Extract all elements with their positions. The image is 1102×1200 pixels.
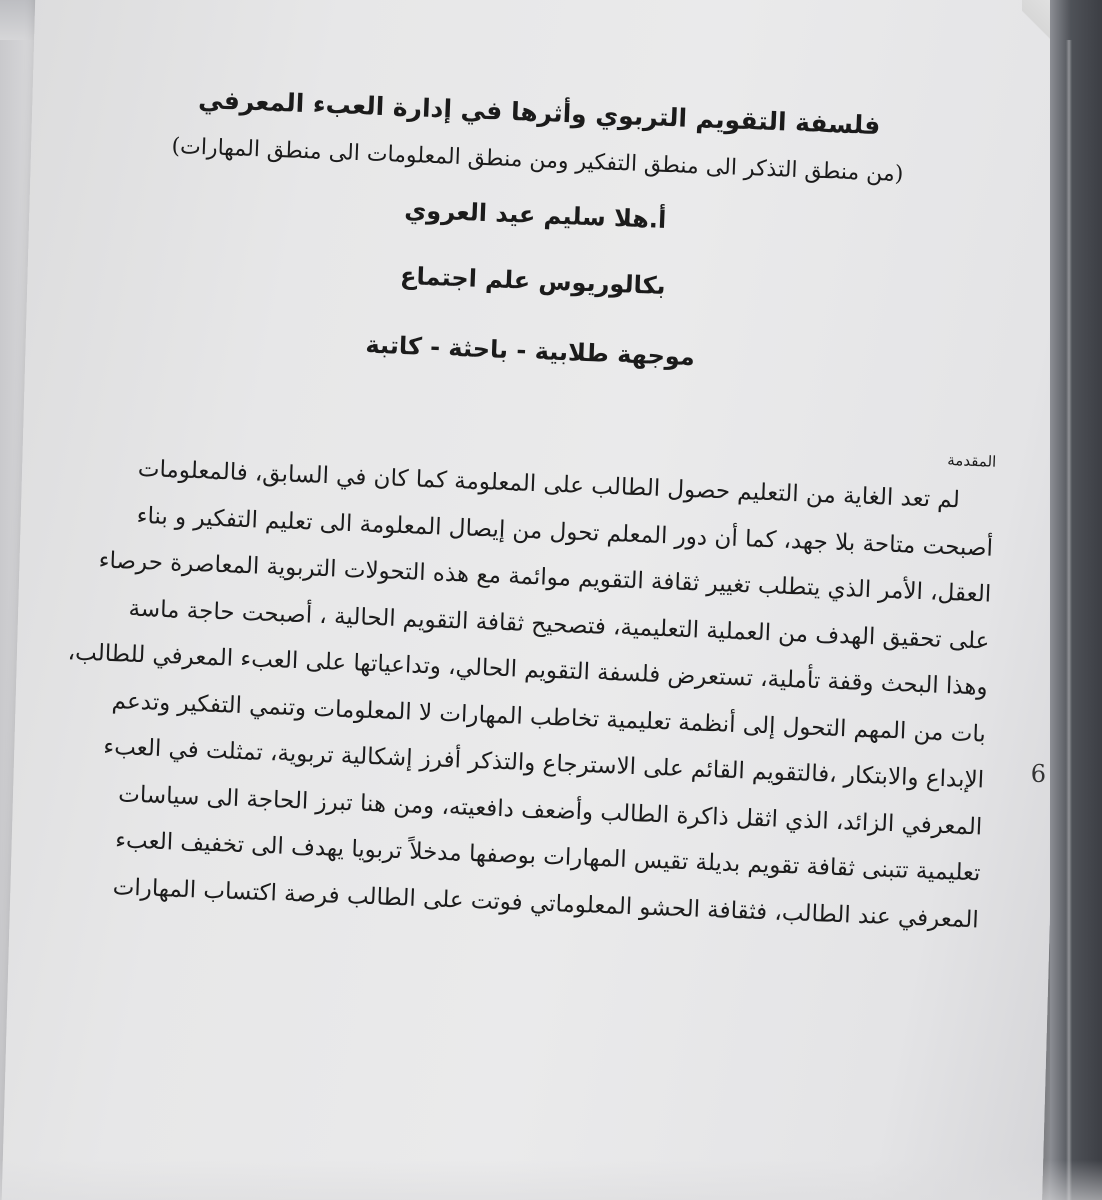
page-content [67,78,997,942]
author-degree: بكالوريوس علم اجتماع [399,261,667,300]
page-number: 6 [1030,760,1046,788]
body-line: العقل، الأمر الذي يتطلب تغيير ثقافة التقويم موائمة مع هذه التحولات التربوية المعاصرة حرصاء [98,547,992,608]
body-line: لم تعد الغاية من التعليم حصول الطالب على المعلومة كما كان في السابق، فالمعلومات [137,455,961,514]
body-line: المعرفي الزائد، الذي اثقل ذاكرة الطالب وأضعف دافعيته، ومن هنا تبرز الحاجة الى سياسات [117,780,983,841]
body-line: أصبحت متاحة بلا جهد، كما أن دور المعلم تحول من إيصال المعلومة الى تعليم التفكير و بناء [136,502,994,562]
body-line: تعليمية تتبنى ثقافة تقويم بديلة تقيس المهارات بوصفها مدخلاً تربويا يهدف الى تخفيف العبء [114,827,981,887]
spine-highlight [1066,40,1072,1200]
body-line: على تحقيق الهدف من العملية التعليمية، فتصحيح ثقافة التقويم الحالية ، أصبحت حاجة ماسة [128,595,990,655]
body-paragraph [68,444,995,944]
body-line: وهذا البحث وقفة تأملية، تستعرض فلسفة التقويم الحالي، وتداعياتها على العبء المعرفي للطالب، [67,639,989,701]
author-name: أ.هلا سليم عيد العروي [403,195,667,234]
author-roles: موجهة طلابية - باحثة - كاتبة [365,330,696,372]
bottom-fade [0,1160,1102,1200]
body-line: الإبداع والابتكار ،فالتقويم القائم على الاسترجاع والتذكر أفرز إشكالية تربوية، تمثلت في العبء [102,733,985,794]
document-title: فلسفة التقويم التربوي وأثرها في إدارة العبء المعرفي [197,84,881,141]
book-spine [1050,0,1102,1200]
body-line: المعرفي عند الطالب، فثقافة الحشو المعلوماتي فوتت على الطالب فرصة اكتساب المهارات [112,873,980,933]
body-line: بات من المهم التحول إلى أنظمة تعليمية تخاطب المهارات لا المعلومات وتنمي التفكير وتدعم [111,687,987,748]
document-subtitle: (من منطق التذكر الى منطق التفكير ومن منطق المعلومات الى منطق المهارات) [171,133,904,187]
section-heading: المقدمة [946,450,997,471]
